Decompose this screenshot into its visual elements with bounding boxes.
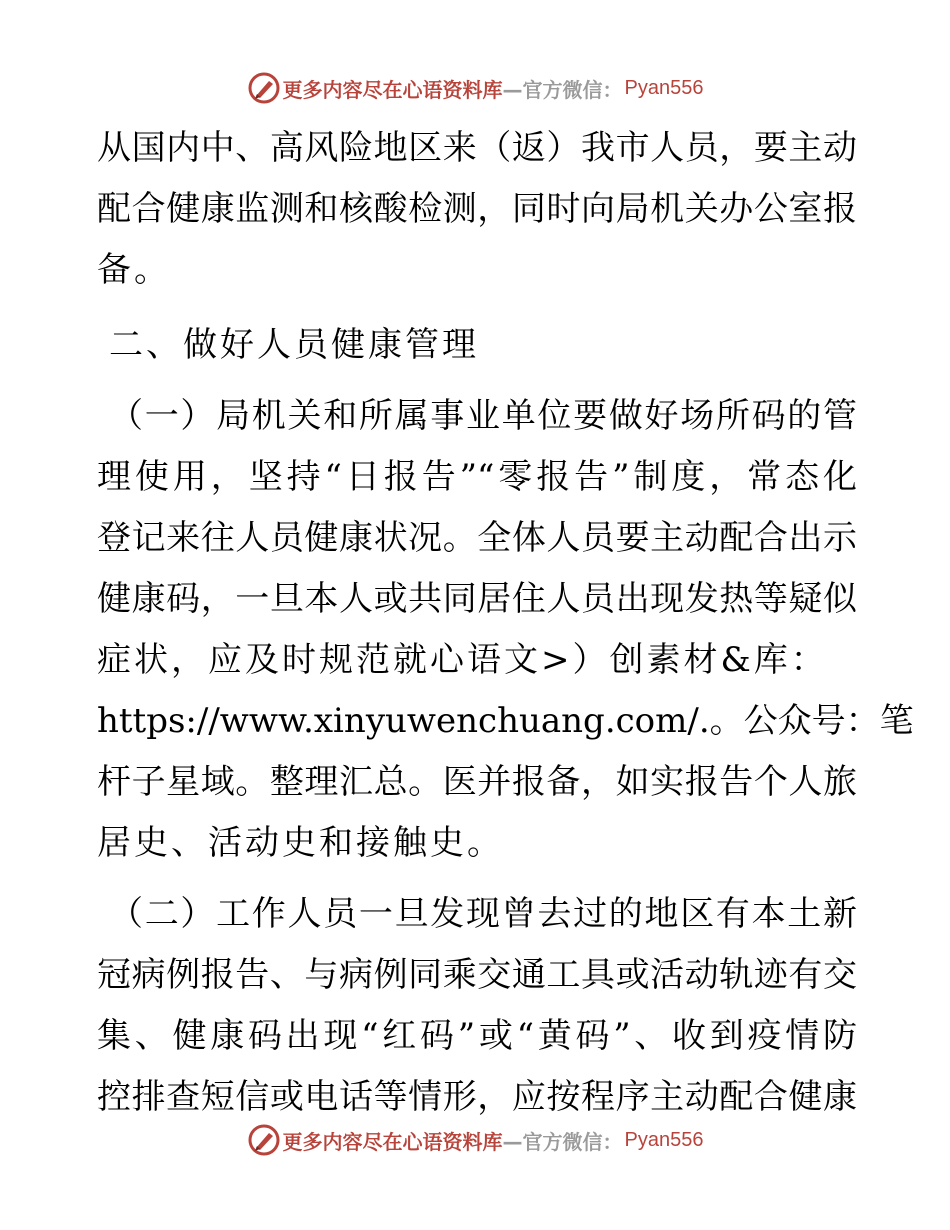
- text-line: 登记来往人员健康状况。全体人员要主动配合出示: [97, 518, 857, 558]
- header-banner: [0, 68, 950, 108]
- pen-logo-icon: [247, 71, 281, 105]
- text-line: 健康码，一旦本人或共同居住人员出现发热等疑似: [97, 579, 857, 619]
- text-line: 理使用，坚持“日报告”“零报告”制度，常态化: [97, 457, 857, 497]
- text-line: https://www.xinyuwenchuang.com/.。公众号：笔: [97, 701, 914, 741]
- text-line: （二）工作人员一旦发现曾去过的地区有本土新: [109, 894, 857, 934]
- banner-wechat-id: Pyan556: [624, 76, 704, 99]
- text-line: 从国内中、高风险地区来（返）我市人员，要主动: [97, 128, 857, 168]
- paragraph-3: [97, 884, 857, 1128]
- pen-logo-icon: [247, 1123, 281, 1157]
- banner-wechat-label: —官方微信：: [502, 1129, 623, 1154]
- text-line: 症状，应及时规范就心语文>）创素材&库：: [97, 640, 828, 680]
- banner-wechat-id: Pyan556: [624, 1128, 704, 1151]
- text-line: 集、健康码出现“红码”或“黄码”、收到疫情防: [97, 1016, 857, 1056]
- section-heading: 二、做好人员健康管理: [109, 325, 479, 365]
- banner-wechat-label: —官方微信：: [502, 77, 623, 102]
- text-line: 备。: [97, 250, 171, 290]
- text-line: 杆子星域。整理汇总。医并报备，如实报告个人旅: [97, 762, 857, 802]
- footer-banner: [0, 1120, 950, 1160]
- text-line: 冠病例报告、与病例同乘交通工具或活动轨迹有交: [97, 955, 857, 995]
- document-body: [97, 118, 914, 1128]
- text-line: 配合健康监测和核酸检测，同时向局机关办公室报: [97, 189, 857, 229]
- banner-site-name: 更多内容尽在心语资料库: [282, 1129, 503, 1154]
- paragraph-2: [97, 386, 914, 874]
- text-line: （一）局机关和所属事业单位要做好场所码的管: [109, 396, 857, 436]
- text-line: 居史、活动史和接触史。: [97, 823, 504, 863]
- paragraph-1: [97, 118, 857, 301]
- text-line: 控排查短信或电话等情形，应按程序主动配合健康: [97, 1077, 857, 1117]
- banner-site-name: 更多内容尽在心语资料库: [282, 77, 503, 102]
